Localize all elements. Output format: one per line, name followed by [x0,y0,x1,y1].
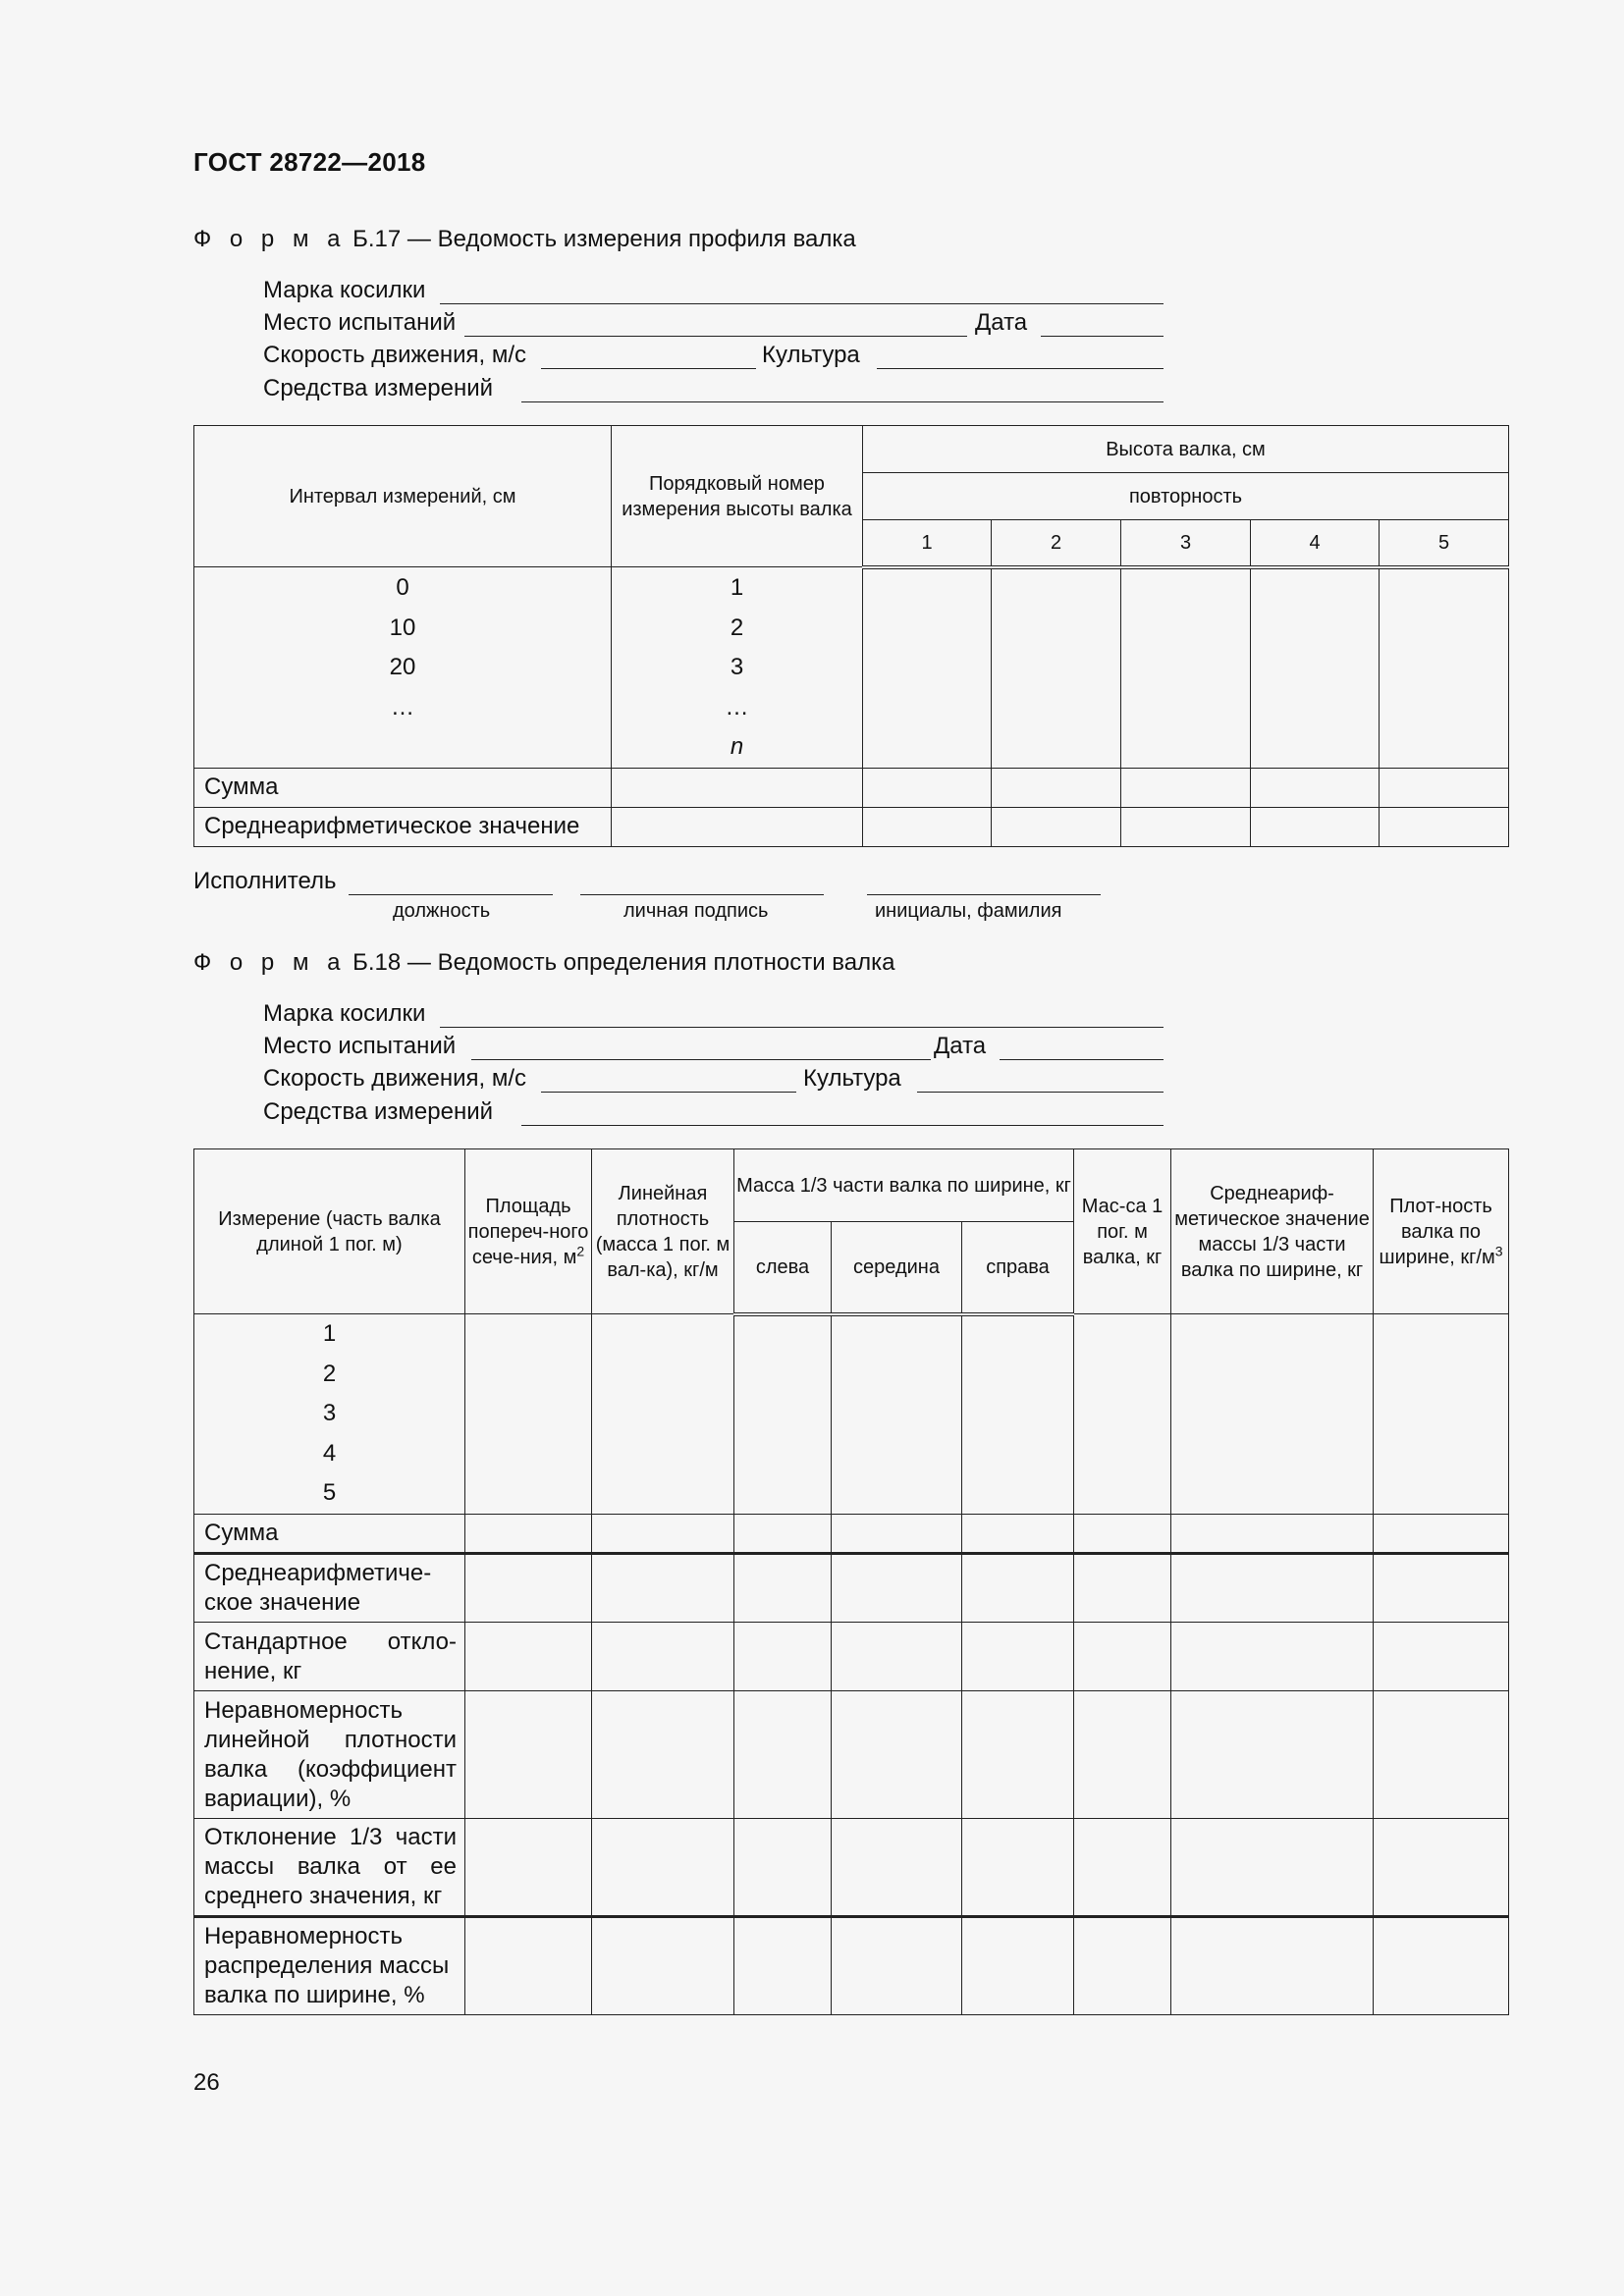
data-cell[interactable] [1251,567,1380,769]
data-cell[interactable] [1121,807,1251,846]
number-value: 3 [730,654,744,680]
form17-title: Б.17 — Ведомость измерения профиля валка [352,226,856,252]
header-interval: Интервал измерений, см [194,426,612,567]
instruments-label: Средства измерений [263,1098,494,1125]
date-label: Дата [934,1033,987,1059]
data-cell[interactable] [992,768,1121,807]
speed-line [541,1092,796,1093]
instruments-line [521,1125,1164,1126]
data-cell[interactable] [612,768,863,807]
form17-heading [193,226,856,253]
data-cell[interactable] [734,1819,832,1917]
data-cell[interactable] [592,1623,734,1691]
speed-label: Скорость движения, м/с [263,342,527,368]
header-right: справа [962,1222,1074,1314]
data-cell[interactable] [592,1554,734,1623]
header-roll-height: Высота валка, см [863,426,1509,473]
data-cell[interactable] [592,1691,734,1819]
position-caption: должность [393,900,491,922]
date-line [1000,1059,1164,1060]
row-mean-label: Среднеарифметиче-ское значение [194,1554,465,1623]
header-repeat-1: 1 [863,520,992,567]
position-line [349,894,553,895]
data-cell[interactable] [1374,1691,1509,1819]
data-cell[interactable] [1074,1691,1171,1819]
page-number: 26 [193,2069,220,2096]
data-cell[interactable] [734,1314,832,1515]
data-cell[interactable] [592,1917,734,2015]
data-cell[interactable] [465,1314,592,1515]
data-cell[interactable] [734,1554,832,1623]
form18-heading [193,949,894,977]
performer-label: Исполнитель [193,868,337,894]
test-place-label: Место испытаний [263,1033,457,1059]
header-area-text: Площадь попереч-ного сече-ния, м [467,1195,589,1268]
data-cell[interactable] [465,1691,592,1819]
header-density [1374,1149,1509,1314]
data-cell[interactable] [832,1515,962,1554]
header-mass-1m: Мас-са 1 пог. м валка, кг [1074,1149,1171,1314]
instruments-label: Средства измерений [263,375,494,401]
document-title: ГОСТ 28722—2018 [193,147,426,177]
data-cell[interactable] [1074,1515,1171,1554]
number-values-cell [612,567,863,769]
data-cell[interactable] [1374,1554,1509,1623]
mower-brand-line [440,303,1164,304]
number-value: 1 [730,574,744,601]
row-sum-label: Сумма [194,1515,465,1554]
test-place-line [471,1059,931,1060]
performer-signature-block[interactable] [193,868,1136,897]
data-cell[interactable] [465,1917,592,2015]
header-density-sup: 3 [1494,1242,1503,1258]
data-cell[interactable] [962,1819,1074,1917]
data-cell[interactable] [832,1917,962,2015]
form18-test-place-field[interactable] [263,1033,1166,1062]
form18-table [193,1148,1509,2015]
data-cell[interactable] [734,1623,832,1691]
interval-values-cell [194,567,612,769]
data-cell[interactable] [1380,807,1509,846]
header-repeat-3: 3 [1121,520,1251,567]
form17-label: Ф о р м а [193,226,347,252]
data-cell[interactable] [1380,768,1509,807]
name-line [867,894,1101,895]
row-sum-label: Сумма [194,768,612,807]
signature-line [580,894,824,895]
form17-table [193,425,1509,847]
form18-label: Ф о р м а [193,949,347,976]
data-cell[interactable] [465,1554,592,1623]
number-value: 2 [730,614,744,641]
data-cell[interactable] [1171,1554,1374,1623]
form17-speed-field[interactable] [263,342,1166,371]
header-measurement-number: Порядковый номер измерения высоты валка [612,426,863,567]
header-measurement: Измерение (часть валка длиной 1 пог. м) [194,1149,465,1314]
measurement-values-cell [194,1314,465,1515]
data-cell[interactable] [832,1691,962,1819]
header-density-text: Плот-ность валка по ширине, кг/м [1379,1195,1495,1268]
data-cell[interactable] [832,1623,962,1691]
data-cell[interactable] [1374,1515,1509,1554]
interval-value: 20 [389,654,416,680]
test-place-line [464,336,967,337]
date-label: Дата [975,309,1028,336]
header-repeat-4: 4 [1251,520,1380,567]
row-distribution-label: Неравномерность распределения массы валка по ширине, % [194,1917,465,2015]
crop-line [917,1092,1164,1093]
data-cell[interactable] [734,1515,832,1554]
data-cell[interactable] [832,1554,962,1623]
form17-instruments-field[interactable] [263,375,1166,404]
data-cell[interactable] [592,1819,734,1917]
data-cell[interactable] [1374,1623,1509,1691]
mower-brand-label: Марка косилки [263,1000,426,1027]
form18-mower-brand-field[interactable] [263,1000,1166,1030]
data-cell[interactable] [1074,1623,1171,1691]
number-value: n [730,733,744,760]
data-cell[interactable] [962,1314,1074,1515]
header-linear-density: Линейная плотность (масса 1 пог. м вал-ка), кг/м [592,1149,734,1314]
header-repeat-2: 2 [992,520,1121,567]
mower-brand-line [440,1027,1164,1028]
data-cell[interactable] [1374,1917,1509,2015]
header-middle: середина [832,1222,962,1314]
data-cell[interactable] [1171,1623,1374,1691]
data-cell[interactable] [962,1554,1074,1623]
row-mean-label: Среднеарифметическое значение [194,807,612,846]
measurement-value: 1 [322,1320,337,1347]
data-cell[interactable] [832,1819,962,1917]
data-cell[interactable] [592,1515,734,1554]
number-value: … [725,693,749,721]
data-cell[interactable] [592,1314,734,1515]
data-cell[interactable] [1171,1314,1374,1515]
header-cross-section-area [465,1149,592,1314]
row-unevenness-label: Неравномерность линейной плотности валка (коэффициент вариации), % [194,1691,465,1819]
test-place-label: Место испытаний [263,309,457,336]
data-cell[interactable] [734,1917,832,2015]
data-cell[interactable] [962,1917,1074,2015]
data-cell[interactable] [863,567,992,769]
crop-line [877,368,1164,369]
header-area-sup: 2 [576,1242,585,1258]
measurement-value: 4 [322,1439,337,1467]
speed-label: Скорость движения, м/с [263,1065,527,1092]
data-cell[interactable] [1171,1515,1374,1554]
name-caption: инициалы, фамилия [875,900,1062,922]
measurement-value: 2 [322,1360,337,1387]
data-cell[interactable] [1074,1917,1171,2015]
header-mean-third-mass: Среднеариф-метическое значение массы 1/3 части валка по ширине, кг [1171,1149,1374,1314]
form17-mower-brand-field[interactable] [263,277,1166,306]
instruments-line [521,401,1164,402]
interval-value: … [391,693,414,721]
form17-test-place-field[interactable] [263,309,1166,339]
data-cell[interactable] [612,807,863,846]
row-deviation-label: Отклонение 1/3 части массы валка от ее среднего значения, кг [194,1819,465,1917]
data-cell[interactable] [1074,1314,1171,1515]
crop-label: Культура [803,1065,901,1092]
data-cell[interactable] [863,768,992,807]
data-cell[interactable] [1380,567,1509,769]
interval-value: 10 [389,614,416,641]
data-cell[interactable] [465,1515,592,1554]
data-cell[interactable] [863,807,992,846]
data-cell[interactable] [962,1623,1074,1691]
data-cell[interactable] [1121,567,1251,769]
header-repeat-5: 5 [1380,520,1509,567]
data-cell[interactable] [465,1819,592,1917]
data-cell[interactable] [962,1691,1074,1819]
header-left: слева [734,1222,832,1314]
data-cell[interactable] [1074,1554,1171,1623]
data-cell[interactable] [1374,1819,1509,1917]
data-cell[interactable] [1251,768,1380,807]
speed-line [541,368,756,369]
data-cell[interactable] [1074,1819,1171,1917]
data-cell[interactable] [1121,768,1251,807]
form18-instruments-field[interactable] [263,1098,1166,1128]
data-cell[interactable] [1171,1917,1374,2015]
form18-speed-field[interactable] [263,1065,1166,1095]
measurement-value: 3 [322,1400,337,1426]
interval-value: 0 [396,574,409,601]
data-cell[interactable] [962,1515,1074,1554]
data-cell[interactable] [992,567,1121,769]
form18-title: Б.18 — Ведомость определения плотности валка [352,949,895,976]
data-cell[interactable] [992,807,1121,846]
row-std-label: Стандартное откло-нение, кг [194,1623,465,1691]
crop-label: Культура [762,342,860,368]
mower-brand-label: Марка косилки [263,277,426,303]
data-cell[interactable] [832,1314,962,1515]
date-line [1041,336,1164,337]
measurement-value: 5 [322,1479,337,1506]
data-cell[interactable] [1251,807,1380,846]
data-cell[interactable] [465,1623,592,1691]
data-cell[interactable] [1171,1691,1374,1819]
data-cell[interactable] [1171,1819,1374,1917]
signature-caption: личная подпись [623,900,769,922]
data-cell[interactable] [1374,1314,1509,1515]
header-repetition: повторность [863,473,1509,520]
data-cell[interactable] [734,1691,832,1819]
header-third-mass: Масса 1/3 части валка по ширине, кг [734,1149,1074,1222]
